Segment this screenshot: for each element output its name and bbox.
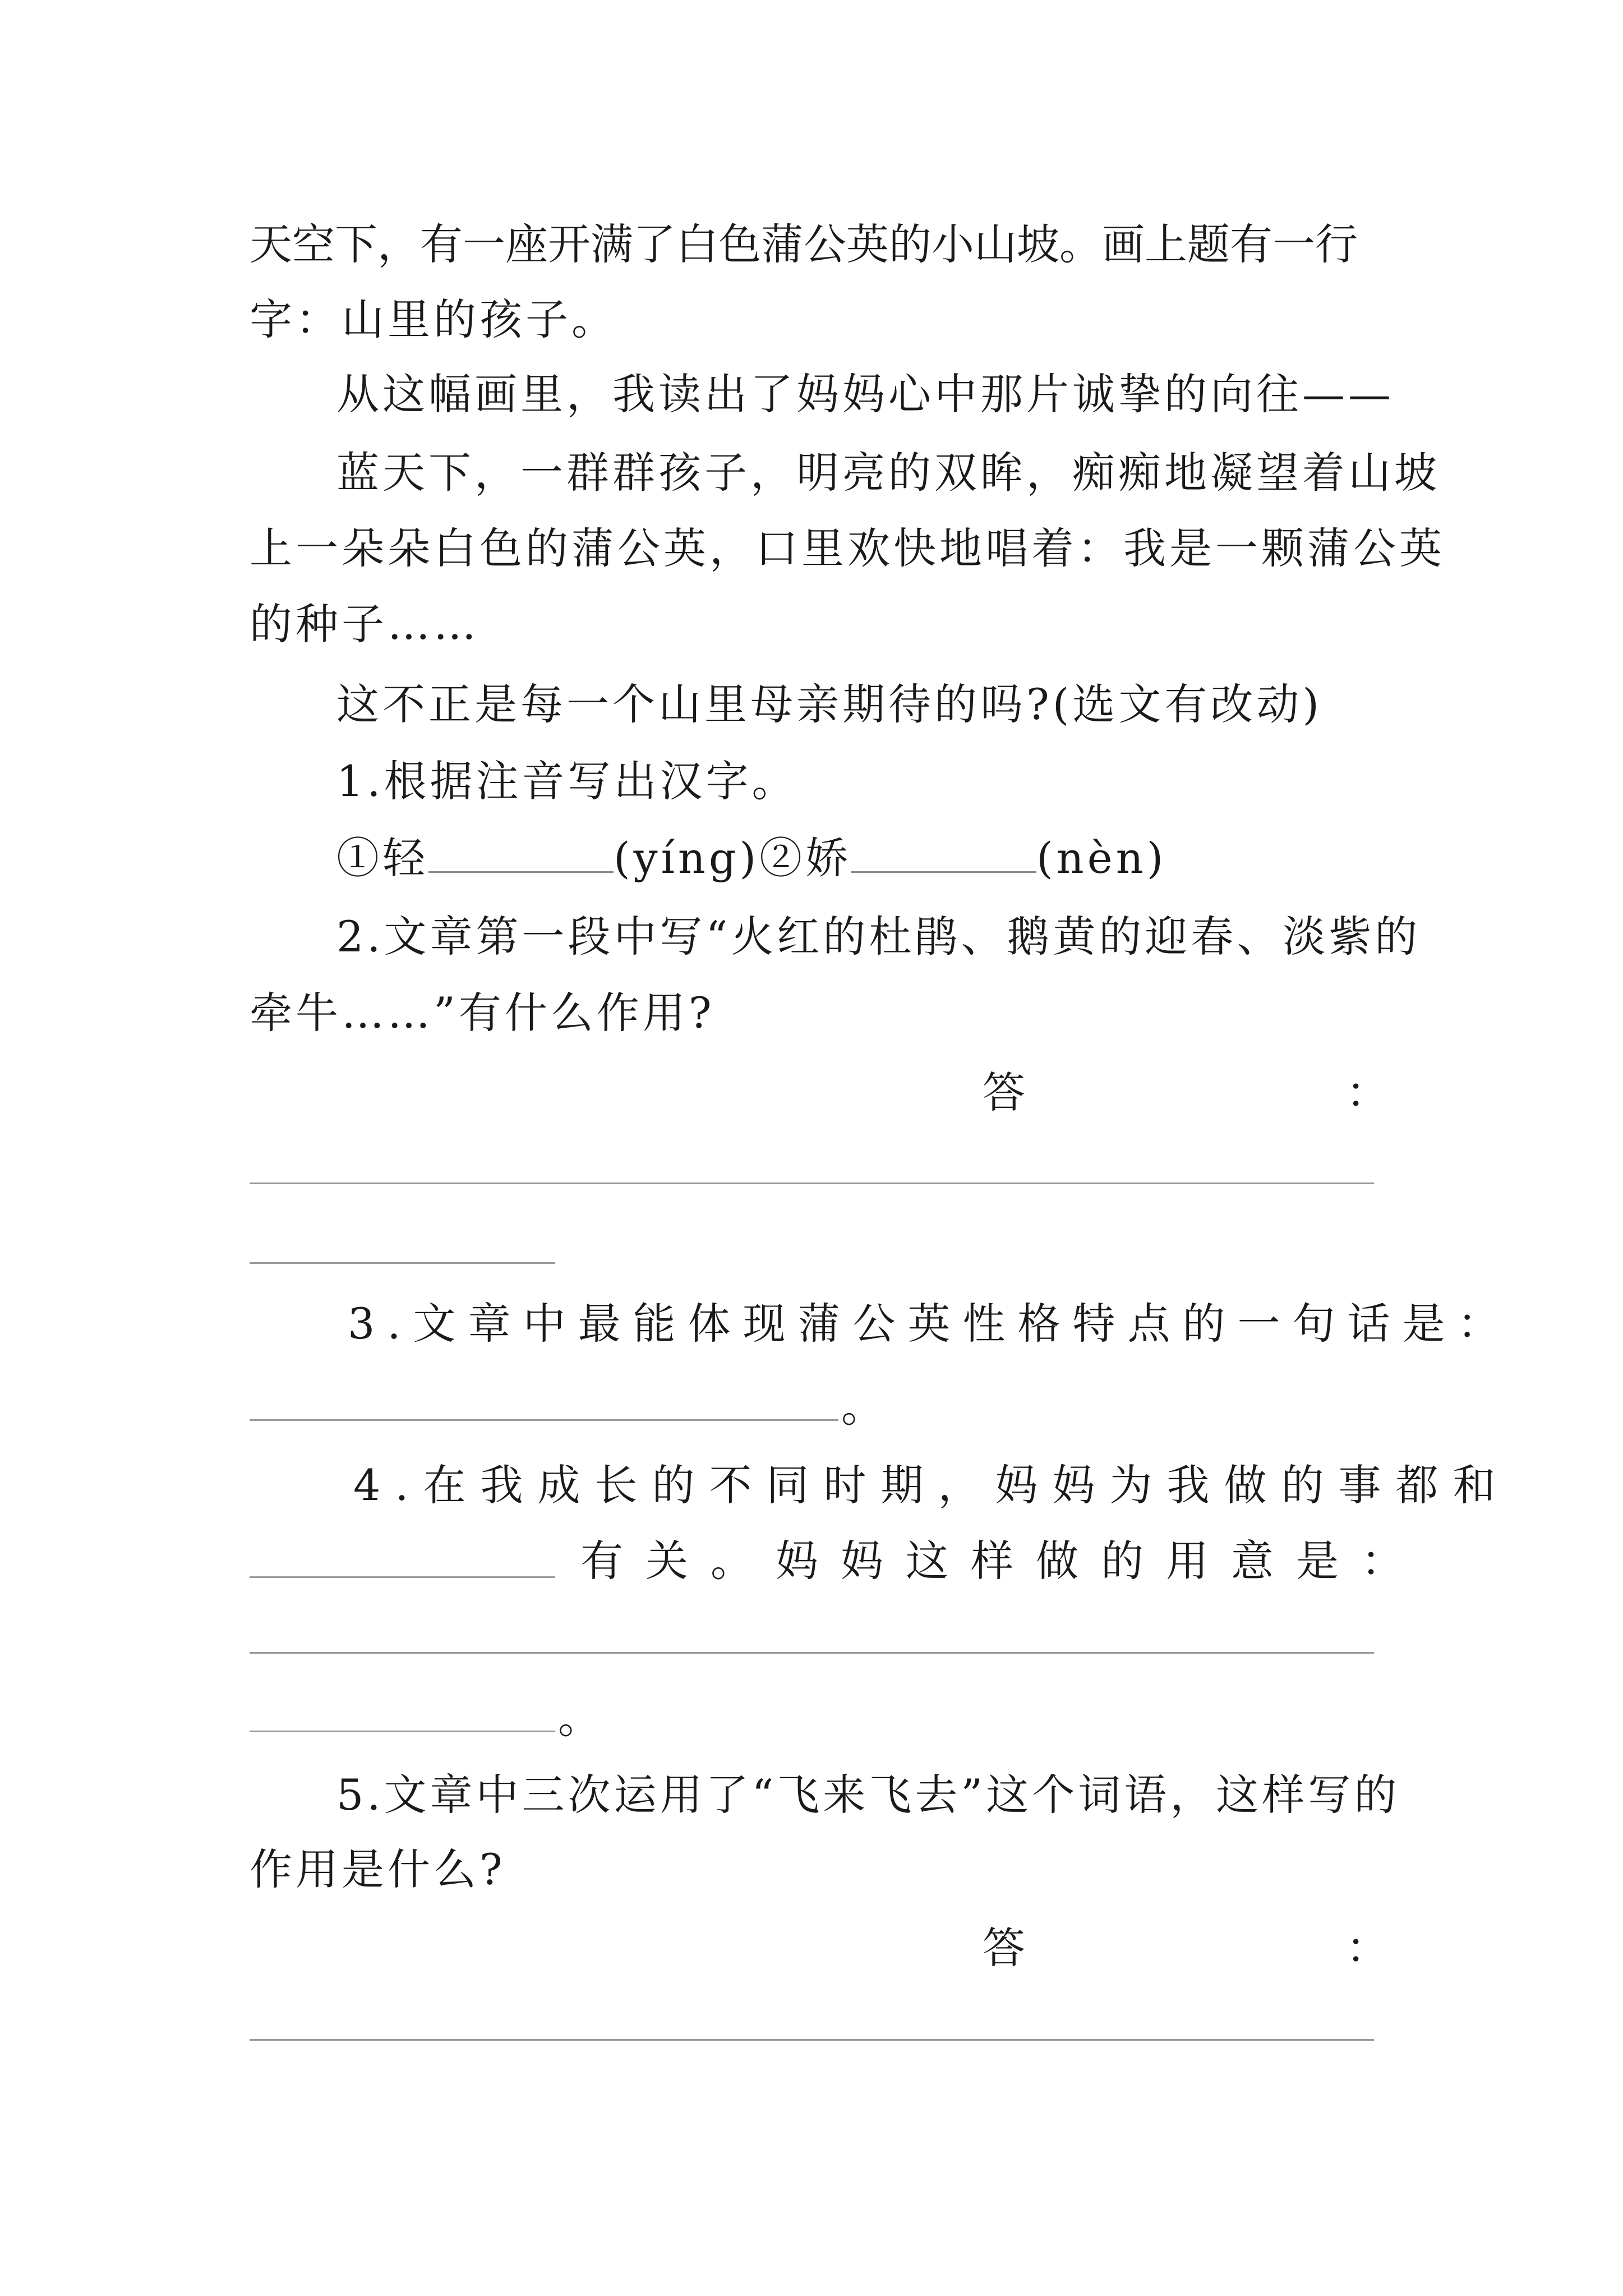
paragraph-2: 从这幅画里，我读出了妈妈心中那片诚挚的向往—— [336,369,1394,419]
question-5-answer-label: 答 [983,1923,1025,1973]
paragraph-1-line-1 [250,219,1388,269]
question-4-answer-line-1[interactable] [250,1652,1374,1654]
question-1-item-1-blank[interactable] [428,838,614,873]
question-3-text-content: 3.文章中最能体现蒲公英性格特点的一句话是： [348,1299,1513,1349]
question-1-item-2-blank[interactable] [851,838,1036,873]
question-2-answer-line-1[interactable] [250,1182,1374,1184]
paragraph-1-line-2: 字：山里的孩子。 [250,295,617,344]
question-1-item-1-pinyin: (yíng) [614,833,760,883]
question-1-item-2-pinyin: (nèn) [1036,833,1167,883]
paragraph-1-line-1-text: 天空下，有一座开满了白色蒲公英的小山坡。画上题有一行 [250,219,1358,269]
question-5-answer-colon: ： [1346,1923,1389,1973]
paragraph-3-line-2: 上一朵朵白色的蒲公英，口里欢快地唱着：我是一颗蒲公英 [250,523,1445,573]
question-4-line-1: 4.在我成长的不同时期，妈妈为我做的事都和 [353,1460,1510,1510]
question-3-end-mark: 。 [841,1382,884,1432]
paragraph-3-line-1: 蓝天下，一群群孩子，明亮的双眸，痴痴地凝望着山坡 [336,448,1440,498]
question-3-answer-line[interactable] [250,1419,838,1421]
paragraph-4: 这不正是每一个山里母亲期待的吗?(选文有改动) [336,679,1323,729]
question-3-text [348,1299,1513,1349]
question-1-item-2-prefix: ②娇 [759,833,852,883]
question-5-line-1: 5.文章中三次运用了“飞来飞去”这个词语，这样写的 [336,1770,1400,1820]
question-2-line-1: 2.文章第一段中写“火红的杜鹃、鹅黄的迎春、淡紫的 [336,912,1421,961]
question-5-answer-line-1[interactable] [250,2039,1374,2041]
question-4-line-2: 有关。妈妈这样做的用意是： [580,1536,1426,1586]
paragraph-3-line-3: 的种子…… [250,599,479,649]
question-2-line-2: 牵牛……”有什么作用? [250,988,715,1038]
question-2-answer-label: 答 [983,1068,1025,1117]
question-1-item-1-prefix: ①轻 [336,833,428,883]
question-1-prompt: 1.根据注音写出汉字。 [336,756,798,806]
question-4-inline-blank[interactable] [250,1576,555,1578]
question-2-answer-line-2[interactable] [250,1262,555,1264]
question-4-answer-line-2[interactable] [250,1731,555,1732]
question-1-items [336,833,1388,883]
question-5-line-2: 作用是什么? [250,1844,506,1894]
question-4-end-mark: 。 [558,1693,601,1743]
question-2-answer-colon: ： [1346,1068,1389,1117]
